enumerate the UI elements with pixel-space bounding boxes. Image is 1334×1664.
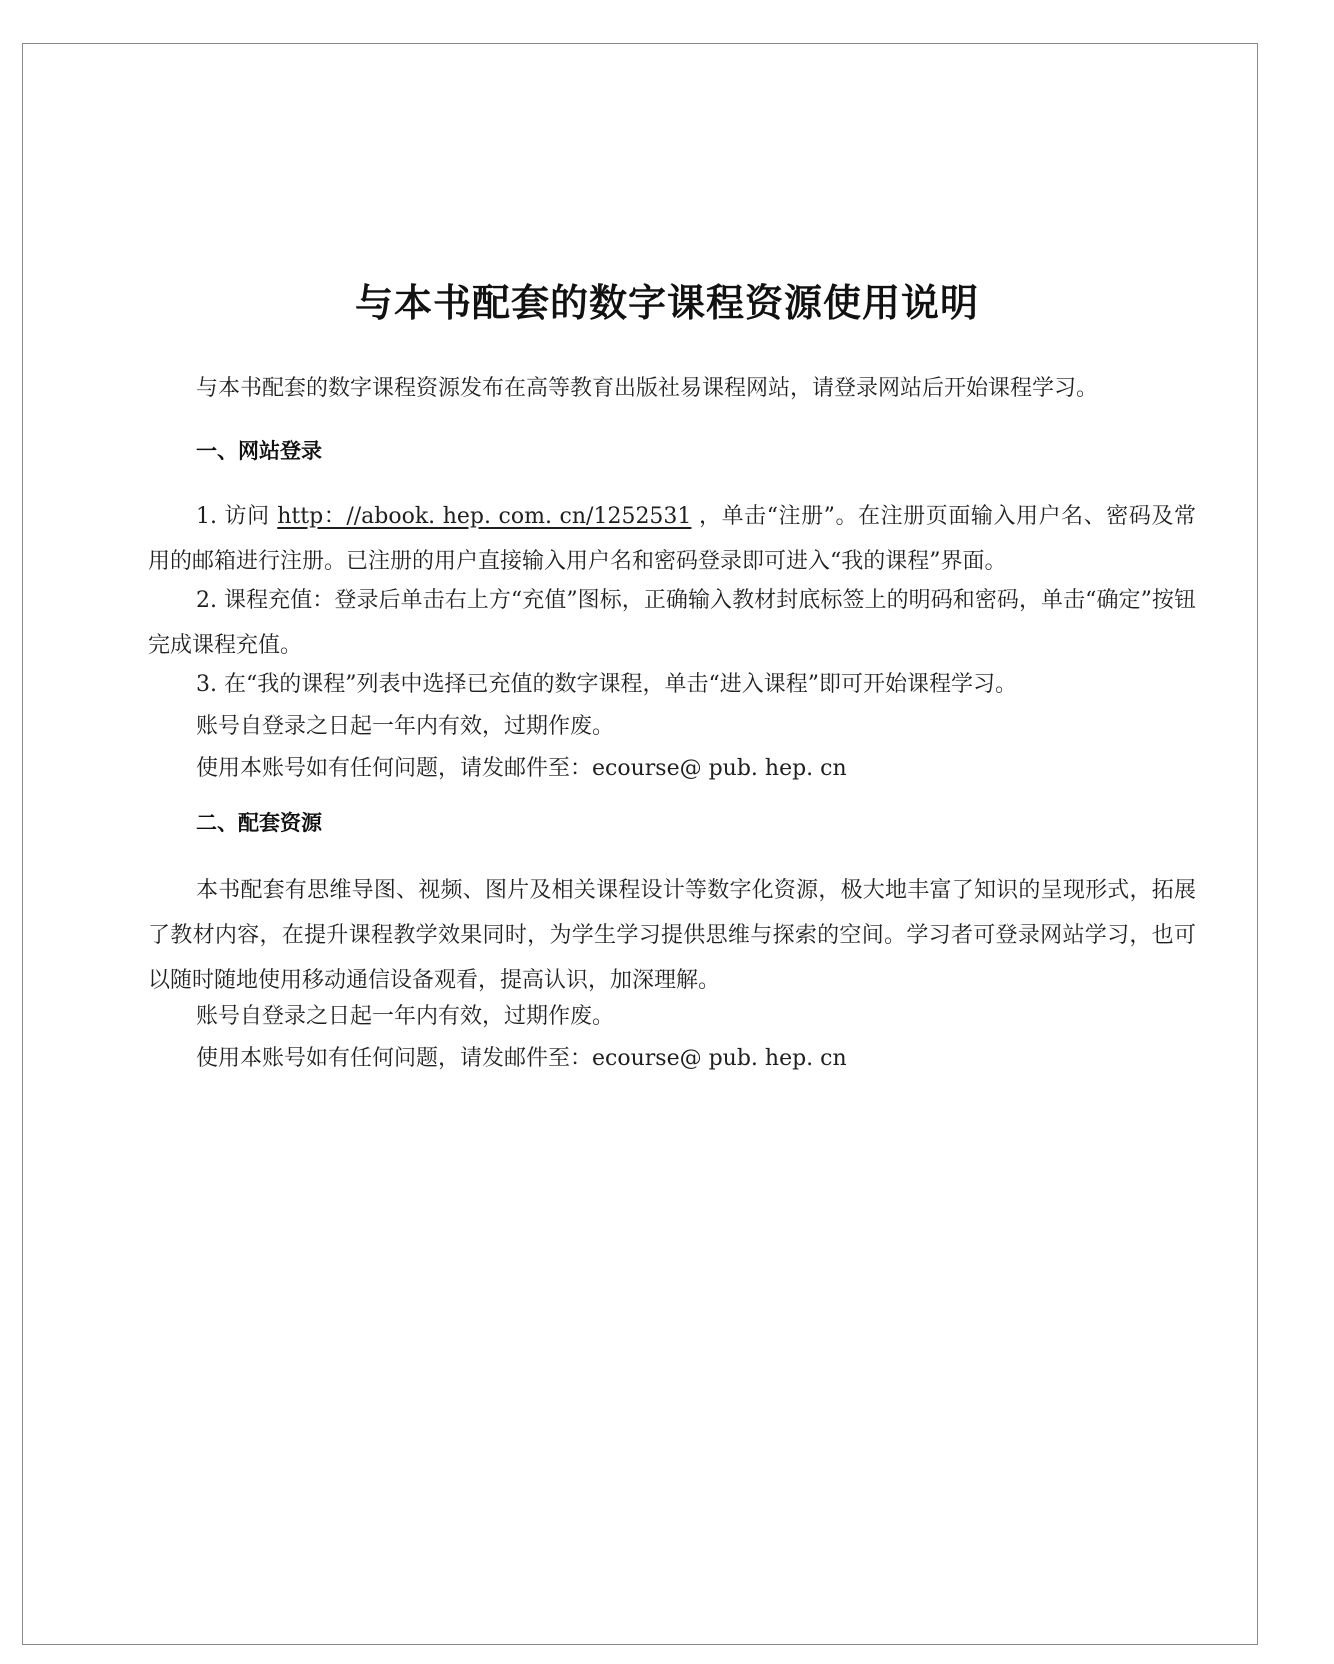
- validity-note-2: 账号自登录之日起一年内有效，过期作废。: [196, 1004, 615, 1029]
- page-title: 与本书配套的数字课程资源使用说明: [354, 280, 979, 326]
- resources-paragraph: 本书配套有思维导图、视频、图片及相关课程设计等数字化资源，极大地丰富了知识的呈现形式，拓展了教材内容，在提升课程教学效果同时，为学生学习提供思维与探索的空间。学习者可登录网站学习，也可以随时随地使用移动通信设备观看，提高认识，加深理解。: [148, 878, 1196, 993]
- contact-note: 使用本账号如有任何问题，请发邮件至：ecourse@ pub. hep. cn: [196, 756, 847, 781]
- course-url-link[interactable]: http：//abook. hep. com. cn/1252531: [277, 504, 692, 529]
- step-3-paragraph: 3. 在“我的课程”列表中选择已充值的数字课程，单击“进入课程”即可开始课程学习。: [196, 672, 1017, 697]
- section-heading-resources: 二、配套资源: [196, 811, 322, 835]
- step-1-prefix: 1. 访问: [196, 504, 278, 529]
- step-1-suffix: ，单击“注册”。在注册页面输入用户名、密码及常用的邮箱进行注册。已注册的用户直接输入用户名和密码登录即可进入“我的课程”界面。: [148, 504, 1196, 574]
- contact-note-2: 使用本账号如有任何问题，请发邮件至：ecourse@ pub. hep. cn: [196, 1046, 847, 1071]
- section-heading-login: 一、网站登录: [196, 439, 322, 463]
- validity-note: 账号自登录之日起一年内有效，过期作废。: [196, 714, 615, 739]
- step-2-paragraph: 2. 课程充值：登录后单击右上方“充值”图标，正确输入教材封底标签上的明码和密码，单击“确定”按钮完成课程充值。: [148, 588, 1196, 658]
- step-1-paragraph: [148, 494, 1196, 584]
- intro-paragraph: 与本书配套的数字课程资源发布在高等教育出版社易课程网站，请登录网站后开始课程学习。: [196, 376, 1099, 401]
